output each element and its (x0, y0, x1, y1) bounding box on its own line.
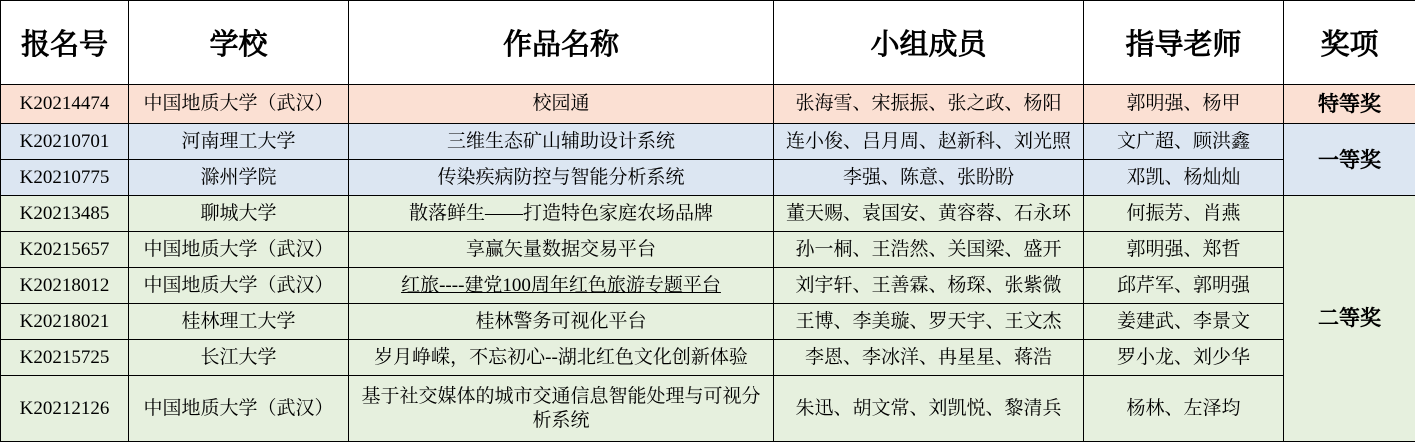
cell-school: 中国地质大学（武汉） (129, 268, 349, 304)
cell-teacher: 姜建武、李景文 (1084, 304, 1284, 340)
cell-teacher: 何振芳、肖燕 (1084, 196, 1284, 232)
cell-school: 河南理工大学 (129, 124, 349, 160)
column-header-teacher: 指导老师 (1084, 1, 1284, 85)
table-row (1, 340, 1415, 376)
cell-teacher: 文广超、顾洪鑫 (1084, 124, 1284, 160)
cell-members: 王博、李美璇、罗天宇、王文杰 (774, 304, 1084, 340)
cell-work: 传染疾病防控与智能分析系统 (349, 160, 774, 196)
cell-school: 中国地质大学（武汉） (129, 232, 349, 268)
cell-id: K20210775 (1, 160, 129, 196)
cell-work: 桂林警务可视化平台 (349, 304, 774, 340)
cell-school: 滁州学院 (129, 160, 349, 196)
column-header-award: 奖项 (1284, 1, 1415, 85)
cell-work: 岁月峥嵘，不忘初心--湖北红色文化创新体验 (349, 340, 774, 376)
table-header-row (1, 1, 1415, 85)
cell-id: K20210701 (1, 124, 129, 160)
table-row (1, 304, 1415, 340)
cell-school: 长江大学 (129, 340, 349, 376)
cell-teacher: 罗小龙、刘少华 (1084, 340, 1284, 376)
cell-teacher: 杨林、左泽均 (1084, 376, 1284, 442)
table-row (1, 124, 1415, 160)
cell-members: 刘宇轩、王善霖、杨琛、张紫微 (774, 268, 1084, 304)
table-row (1, 160, 1415, 196)
cell-members: 李强、陈意、张盼盼 (774, 160, 1084, 196)
table-header (1, 1, 1415, 85)
table-row (1, 268, 1415, 304)
cell-id: K20218012 (1, 268, 129, 304)
cell-members: 连小俊、吕月周、赵新科、刘光照 (774, 124, 1084, 160)
column-header-id: 报名号 (1, 1, 129, 85)
cell-members: 朱迅、胡文常、刘凯悦、黎清兵 (774, 376, 1084, 442)
cell-work: 校园通 (349, 85, 774, 124)
cell-school: 中国地质大学（武汉） (129, 376, 349, 442)
cell-members: 李恩、李冰洋、冉星星、蒋浩 (774, 340, 1084, 376)
cell-award-special: 特等奖 (1284, 85, 1415, 124)
cell-id: K20213485 (1, 196, 129, 232)
column-header-members: 小组成员 (774, 1, 1084, 85)
cell-work: 散落鲜生——打造特色家庭农场品牌 (349, 196, 774, 232)
cell-work: 基于社交媒体的城市交通信息智能处理与可视分析系统 (349, 376, 774, 442)
cell-members: 孙一桐、王浩然、关国梁、盛开 (774, 232, 1084, 268)
column-header-school: 学校 (129, 1, 349, 85)
cell-work: 红旅----建党100周年红色旅游专题平台 (349, 268, 774, 304)
table-row (1, 85, 1415, 124)
table-row (1, 196, 1415, 232)
cell-members: 张海雪、宋振振、张之政、杨阳 (774, 85, 1084, 124)
table-body (1, 85, 1415, 442)
cell-award-second: 二等奖 (1284, 196, 1415, 442)
cell-work: 三维生态矿山辅助设计系统 (349, 124, 774, 160)
cell-id: K20218021 (1, 304, 129, 340)
cell-id: K20214474 (1, 85, 129, 124)
cell-teacher: 郭明强、杨甲 (1084, 85, 1284, 124)
cell-teacher: 邓凯、杨灿灿 (1084, 160, 1284, 196)
cell-school: 聊城大学 (129, 196, 349, 232)
cell-id: K20212126 (1, 376, 129, 442)
cell-school: 桂林理工大学 (129, 304, 349, 340)
cell-award-first: 一等奖 (1284, 124, 1415, 196)
cell-school: 中国地质大学（武汉） (129, 85, 349, 124)
column-header-work: 作品名称 (349, 1, 774, 85)
cell-members: 董天赐、袁国安、黄容蓉、石永环 (774, 196, 1084, 232)
cell-teacher: 邱芹军、郭明强 (1084, 268, 1284, 304)
cell-id: K20215725 (1, 340, 129, 376)
cell-teacher: 郭明强、郑哲 (1084, 232, 1284, 268)
table-row (1, 376, 1415, 442)
cell-id: K20215657 (1, 232, 129, 268)
cell-work: 享赢矢量数据交易平台 (349, 232, 774, 268)
table-row (1, 232, 1415, 268)
